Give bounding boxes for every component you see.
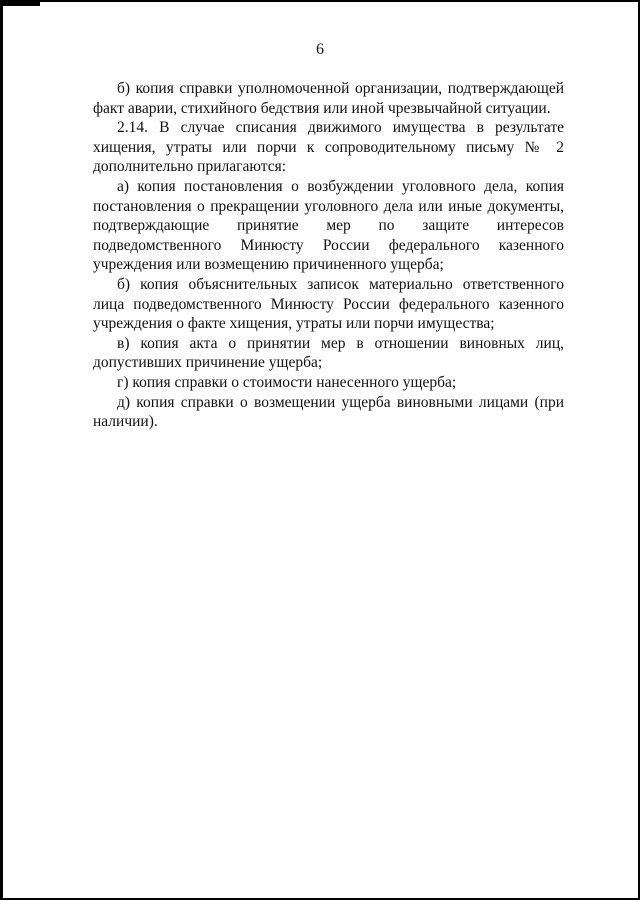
paragraph-d-damage-compensation: д) копия справки о возмещении ущерба виновными лицами (при наличии). <box>93 393 564 431</box>
paragraph-b-certificate: б) копия справки уполномоченной организации, подтверждающей факт аварии, стихийного бедствия или иной чрезвычайной ситуации. <box>93 80 564 117</box>
scan-border-top <box>0 0 640 2</box>
paragraph-v-act: в) копия акта о принятии мер в отношении виновных лиц, допустивших причинение ущерба; <box>93 334 564 372</box>
paragraph-g-damage-cost: г) копия справки о стоимости нанесенного ущерба; <box>117 373 457 391</box>
paragraph-2-14: 2.14. В случае списания движимого имущества в результате хищения, утраты или порчи к сопроводительному письму № 2 дополнительно прилагаются: <box>93 119 564 176</box>
paragraph-b-explanatory-notes: б) копия объяснительных записок материально ответственного лица подведомственного Минюсту России федерального казенного учреждения о факте хищения, утраты или порчи имущества; <box>93 275 564 333</box>
page-number: 6 <box>316 41 324 58</box>
scan-border-left <box>0 0 3 900</box>
document-body <box>93 79 564 432</box>
paragraph-a-resolution: а) копия постановления о возбуждении уголовного дела, копия постановления о прекращении уголовного дела или иные документы, подтверждающие принятие мер по защите интересов подведомственного Минюсту России федерального казенного учреждения или возмещению причиненного ущерба; <box>93 177 564 274</box>
scan-corner-mark <box>0 0 40 6</box>
